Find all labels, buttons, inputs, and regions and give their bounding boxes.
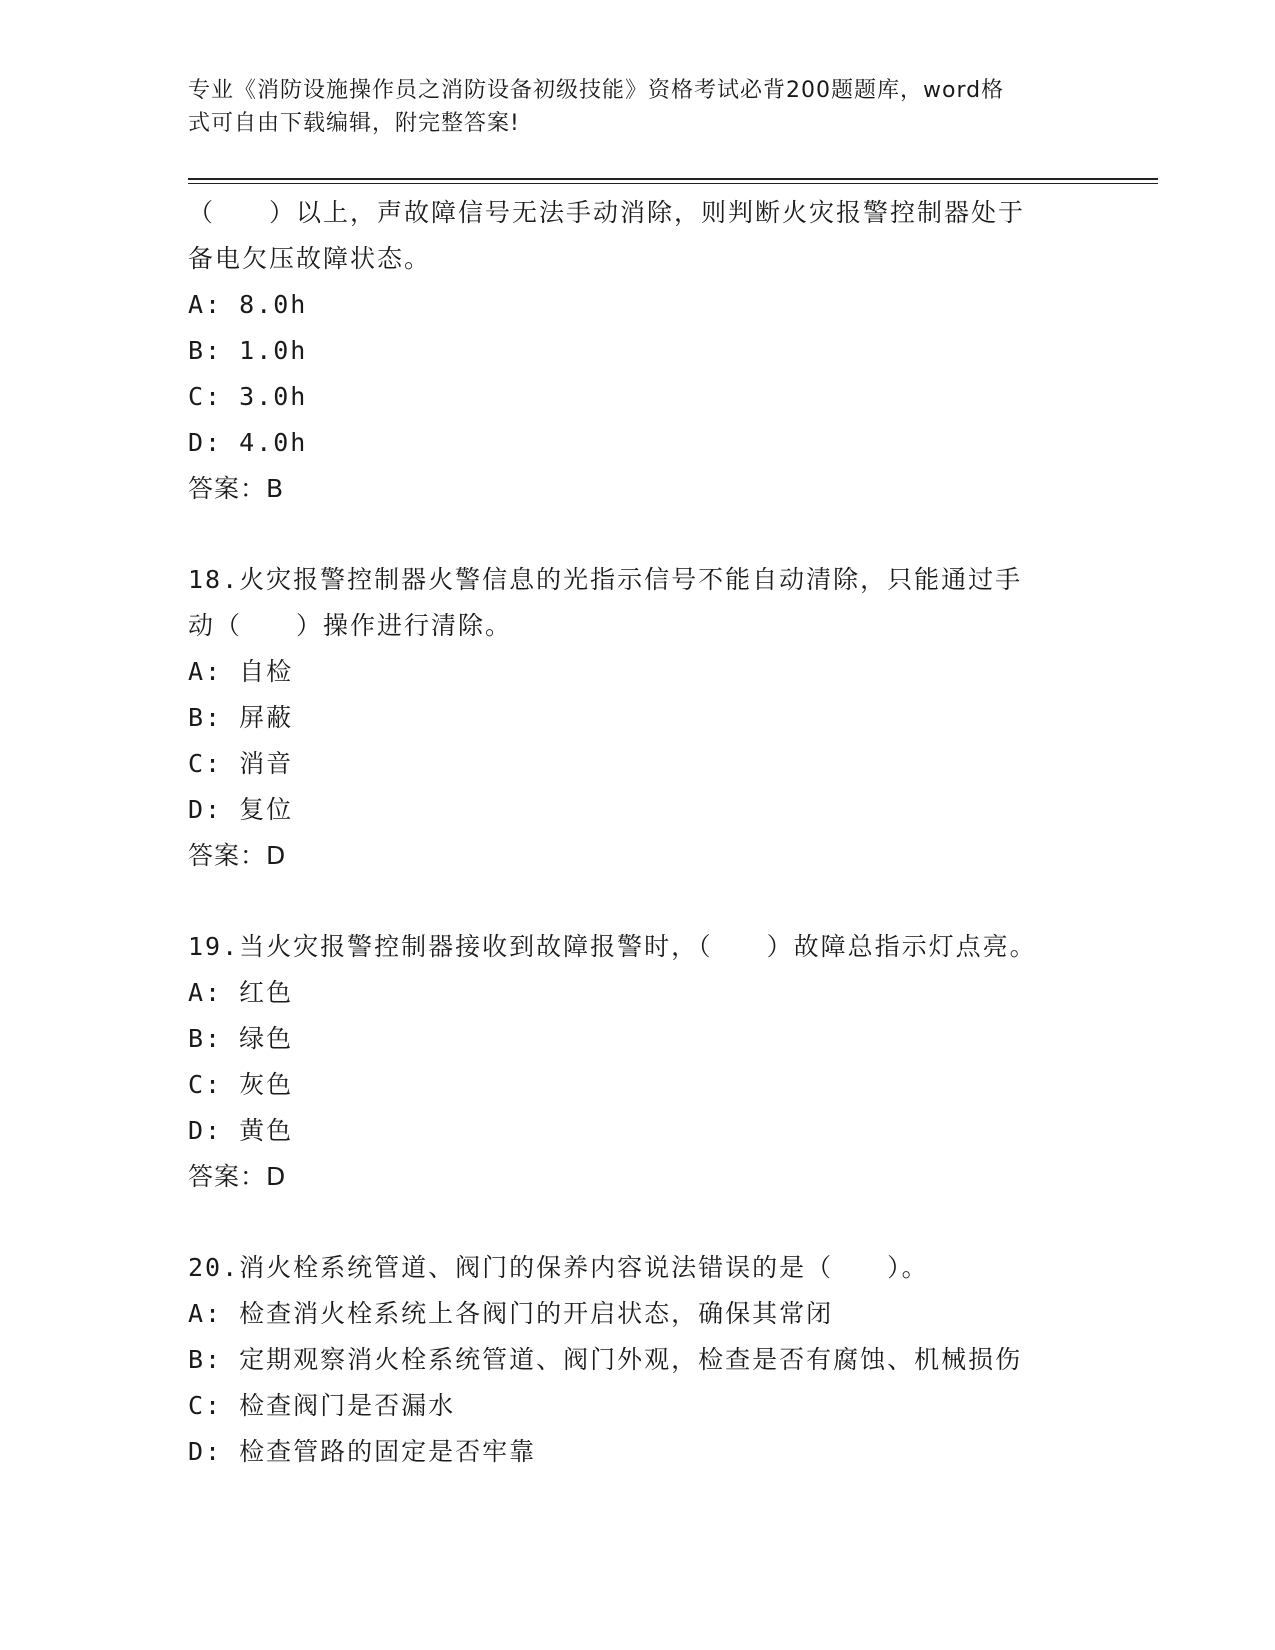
question-list (188, 190, 1088, 1475)
option-c: C: 消音 (188, 749, 294, 778)
header-divider-thick (188, 178, 1158, 180)
question-text-line: 备电欠压故障状态。 (188, 244, 432, 273)
option-d: D: 复位 (188, 795, 294, 824)
option-a: A: 8.0h (188, 290, 308, 319)
option-b: B: 定期观察消火栓系统管道、阀门外观，检查是否有腐蚀、机械损伤 (188, 1345, 1023, 1374)
spacer (188, 879, 1088, 924)
header-divider-thin (188, 183, 1158, 184)
option-b: B: 屏蔽 (188, 703, 294, 732)
answer-text: 答案：B (188, 474, 285, 503)
option-c: C: 3.0h (188, 382, 308, 411)
question-block (188, 924, 1088, 1200)
question-text-line: 20.消火栓系统管道、阀门的保养内容说法错误的是（ ）。 (188, 1253, 929, 1282)
header-line-2: 式可自由下载编辑，附完整答案! (188, 111, 520, 136)
question-text-line: 19.当火灾报警控制器接收到故障报警时，（ ）故障总指示灯点亮。 (188, 932, 1037, 961)
question-text-line: （ ）以上，声故障信号无法手动消除，则判断火灾报警控制器处于 (188, 198, 1026, 227)
spacer (188, 1200, 1088, 1245)
option-c: C: 灰色 (188, 1070, 294, 1099)
answer-text: 答案：D (188, 841, 287, 870)
question-text-line: 动（ ）操作进行清除。 (188, 611, 513, 640)
option-a: A: 自检 (188, 657, 294, 686)
spacer (188, 512, 1088, 557)
option-a: A: 红色 (188, 978, 294, 1007)
document-header (188, 74, 1078, 140)
answer-text: 答案：D (188, 1162, 287, 1191)
option-b: B: 绿色 (188, 1024, 294, 1053)
option-c: C: 检查阀门是否漏水 (188, 1391, 456, 1420)
question-text-line: 18.火灾报警控制器火警信息的光指示信号不能自动清除，只能通过手 (188, 565, 1023, 594)
question-block (188, 557, 1088, 879)
option-d: D: 检查管路的固定是否牢靠 (188, 1437, 537, 1466)
question-block (188, 190, 1088, 512)
question-block (188, 1245, 1088, 1475)
option-d: D: 4.0h (188, 428, 308, 457)
option-a: A: 检查消火栓系统上各阀门的开启状态，确保其常闭 (188, 1299, 834, 1328)
option-b: B: 1.0h (188, 336, 308, 365)
option-d: D: 黄色 (188, 1116, 294, 1145)
header-line-1: 专业《消防设施操作员之消防设备初级技能》资格考试必背200题题库，word格 (188, 78, 1005, 103)
